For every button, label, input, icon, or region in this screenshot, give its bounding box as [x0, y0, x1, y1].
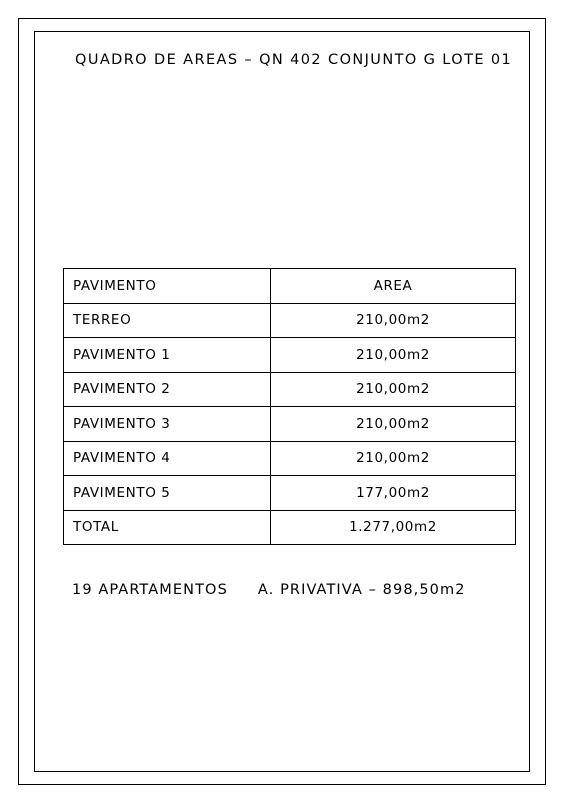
table-total-row [64, 510, 516, 545]
floor-area: 210,00m2 [271, 303, 516, 338]
floor-area: 177,00m2 [271, 476, 516, 511]
apartment-count: 19 APARTAMENTOS [72, 582, 228, 598]
floor-name: PAVIMENTO 4 [64, 441, 271, 476]
private-area: A. PRIVATIVA – 898,50m2 [257, 582, 466, 598]
floor-area: 210,00m2 [271, 441, 516, 476]
total-area: 1.277,00m2 [271, 510, 516, 545]
floor-area: 210,00m2 [271, 372, 516, 407]
floor-name: PAVIMENTO 5 [64, 476, 271, 511]
floor-name: PAVIMENTO 2 [64, 372, 271, 407]
floor-area: 210,00m2 [271, 338, 516, 373]
header-area: AREA [271, 269, 516, 304]
document-title: QUADRO DE AREAS – QN 402 CONJUNTO G LOTE 01 [75, 52, 513, 68]
area-table [63, 268, 516, 545]
table-row [64, 476, 516, 511]
floor-name: TERREO [64, 303, 271, 338]
floor-name: PAVIMENTO 1 [64, 338, 271, 373]
table-row [64, 338, 516, 373]
table-header-row [64, 269, 516, 304]
table-row [64, 303, 516, 338]
table-row [64, 372, 516, 407]
floor-area: 210,00m2 [271, 407, 516, 442]
total-label: TOTAL [64, 510, 271, 545]
table-row [64, 407, 516, 442]
floor-name: PAVIMENTO 3 [64, 407, 271, 442]
summary-note [72, 582, 466, 598]
header-pavimento: PAVIMENTO [64, 269, 271, 304]
table-row [64, 441, 516, 476]
